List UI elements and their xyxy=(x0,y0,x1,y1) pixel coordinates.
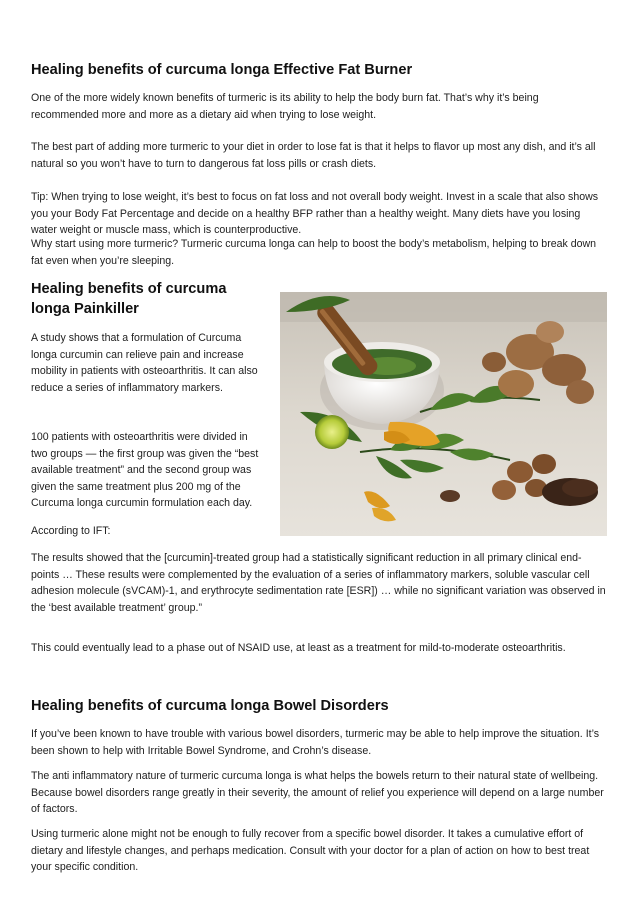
paragraph: Using turmeric alone might not be enough to fully recover from a specific bowel disorder. It takes a cumulative effort of dietary and lifestyle changes, and perhaps medication. Consult with your doctor for a plan of action on how to best treat your specific condition. xyxy=(31,828,590,874)
section-title-fat-burner: Healing benefits of curcuma longa Effective Fat Burner xyxy=(31,62,413,78)
paragraph: Tip: When trying to lose weight, it’s best to focus on fat loss and not overall body weight. Invest in a scale that also shows you your Body Fat Percentage and decide on a healthy BFP rather than a healthy weight. Many diets have you losing water weight or muscle mass, which is counterproductive. xyxy=(31,191,599,237)
paragraph: 100 patients with osteoarthritis were divided in two groups — the first group was given the “best available treatment” and the second group was given the same treatment plus 200 mg of the Curcuma longa curcumin formulation each day. xyxy=(31,431,259,510)
section-title-bowel-disorders: Healing benefits of curcuma longa Bowel Disorders xyxy=(31,698,389,714)
section-title-painkiller: Healing benefits of curcuma longa Painkiller xyxy=(31,281,227,317)
paragraph: If you’ve been known to have trouble with various bowel disorders, turmeric may be able to help improve the situation. It’s been shown to help with Irritable Bowel Syndrome, and Crohn’s disease. xyxy=(31,728,600,757)
paragraph: Why start using more turmeric? Turmeric curcuma longa can help to boost the body’s metabolism, helping to break down fat even when you’re sleeping. xyxy=(31,238,597,267)
herbs-photo xyxy=(280,292,607,536)
paragraph: A study shows that a formulation of Curcuma longa curcumin can relieve pain and increase mobility in patients with osteoarthritis. It can also reduce a series of inflammatory markers. xyxy=(31,332,258,394)
paragraph: According to IFT: xyxy=(31,525,111,537)
paragraph: The anti inflammatory nature of turmeric curcuma longa is what helps the bowels return to their natural state of wellbeing. Because bowel disorders range greatly in their severity, the amount of relief you experience will depend on a large number of factors. xyxy=(31,770,604,816)
quote-paragraph: The results showed that the [curcumin]-treated group had a statistically significant reduction in all primary clinical end-points … These results were complemented by the evaluation of a series of inflammatory markers, soluble vascular cell adhesion molecule (sVCAM)-1, and erythrocyte sedimentation rate [ESR]) … while no significant variation was observed in the ‘best available treatment’ group.” xyxy=(31,552,606,614)
paragraph: This could eventually lead to a phase out of NSAID use, at least as a treatment for mild-to-moderate osteoarthritis. xyxy=(31,642,566,654)
paragraph: One of the more widely known benefits of turmeric is its ability to help the body burn fat. That’s why it’s being recommended more and more as a dietary aid when trying to lose weight. xyxy=(31,92,539,121)
lime-slice xyxy=(315,415,349,449)
paragraph: The best part of adding more turmeric to your diet in order to lose fat is that it helps to flavor up most any dish, and it’s all natural so you won’t have to turn to dangerous fat loss pills or crash diets. xyxy=(31,141,596,170)
